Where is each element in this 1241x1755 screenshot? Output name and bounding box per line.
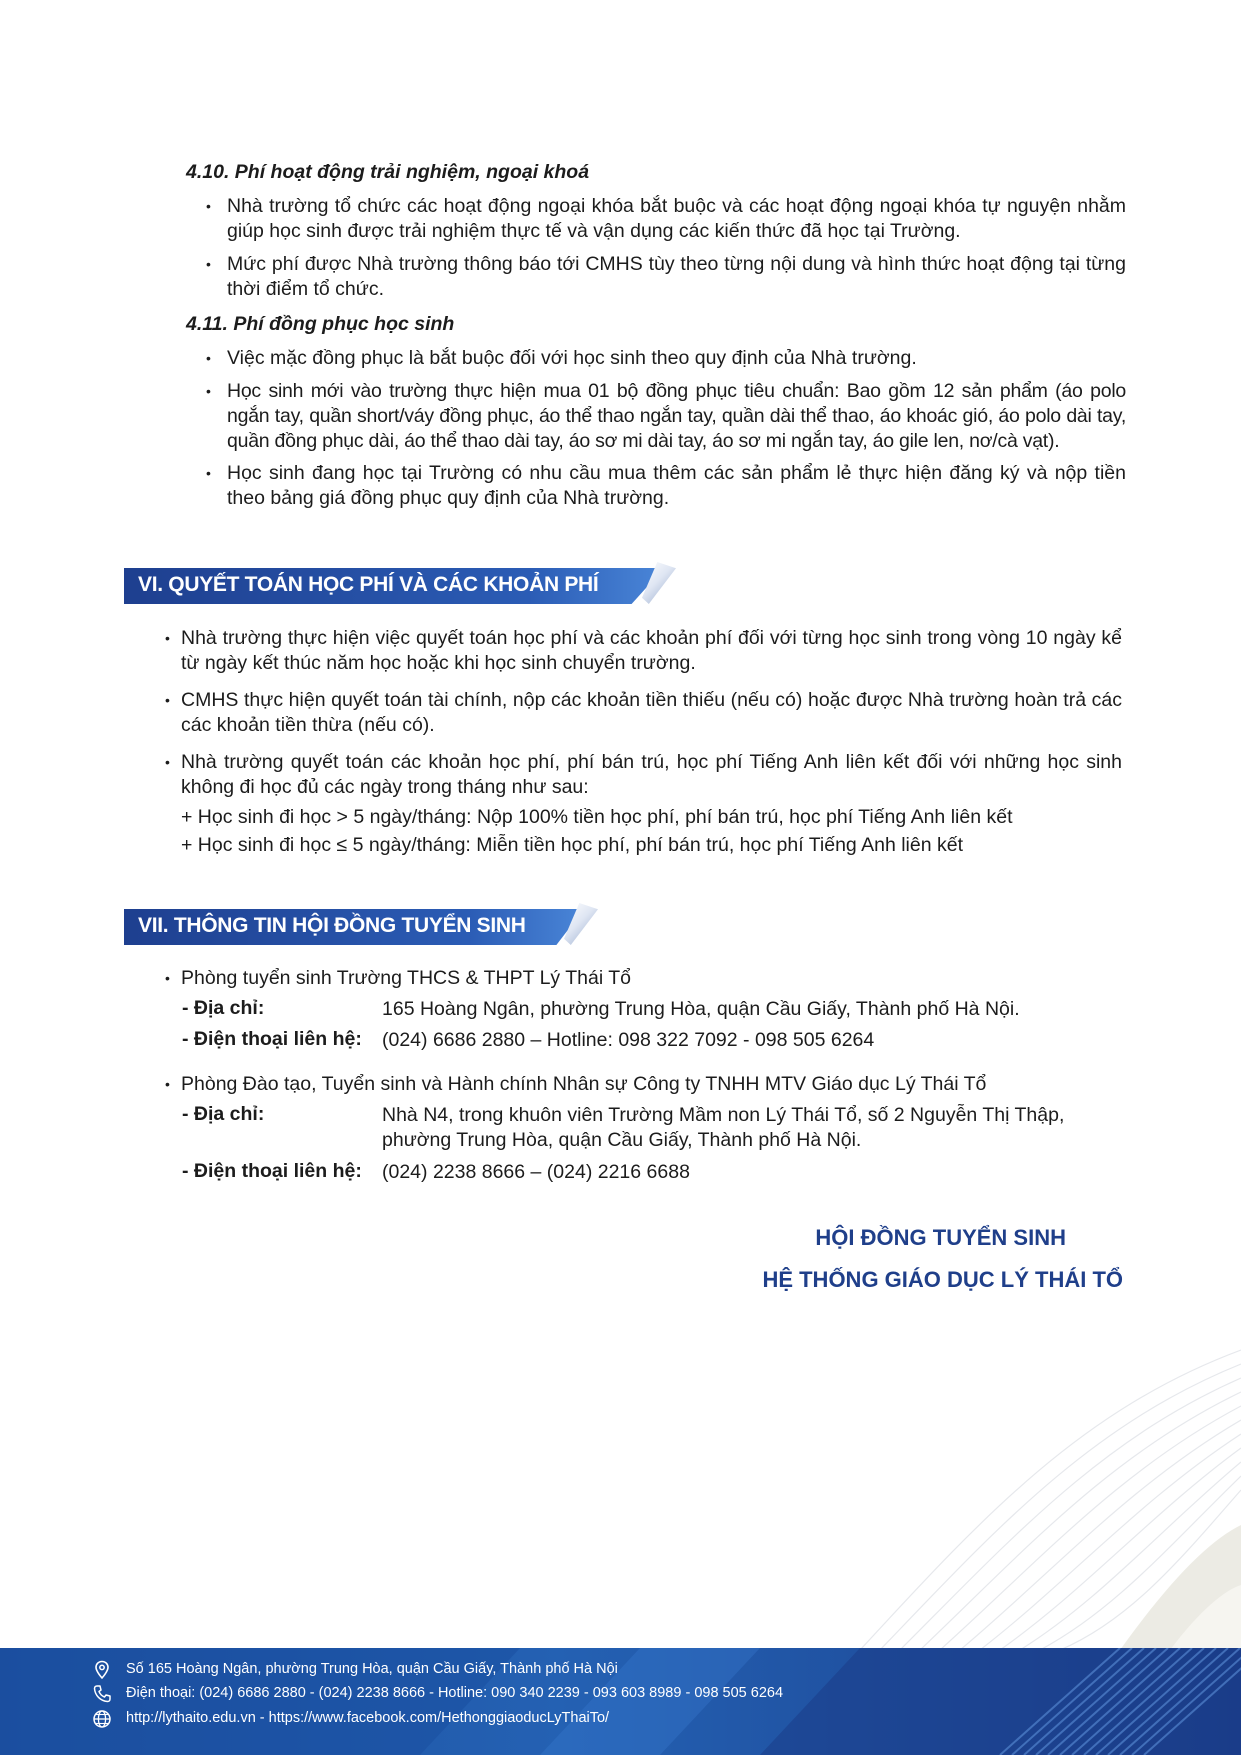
location-pin-icon [92, 1660, 112, 1680]
phone-label: - Điện thoại liên hệ: [182, 1028, 362, 1050]
footer-bar [0, 1648, 1241, 1755]
phone-value: (024) 2238 8666 – (024) 2216 6688 [382, 1161, 690, 1183]
bullet-icon: • [165, 630, 170, 646]
list-item: • Nhà trường thực hiện việc quyết toán học phí và các khoản phí đối với từng học sinh trong vòng 10 ngày kể từ ngày kết thúc năm học hoặc khi học sinh chuyển trường. [165, 627, 1122, 674]
list-item: • Mức phí được Nhà trường thông báo tới CMHS tùy theo từng nội dung và hình thức hoạt động tại từng thời điểm tổ chức. [206, 253, 1126, 300]
bullet-icon: • [206, 256, 211, 272]
list-item: • Nhà trường quyết toán các khoản học phí, phí bán trú, học phí Tiếng Anh liên kết đối với những học sinh không đi học đủ các ngày trong tháng như sau: [165, 751, 1122, 798]
section-heading-vii [124, 909, 604, 945]
condition-line: + Học sinh đi học > 5 ngày/tháng: Nộp 100% tiền học phí, phí bán trú, học phí Tiếng Anh liên kết [181, 806, 1013, 828]
list-item: • Phòng tuyển sinh Trường THCS & THPT Lý Thái Tổ [165, 967, 632, 989]
bullet-icon: • [206, 350, 211, 366]
phone-label: - Điện thoại liên hệ: [182, 1160, 362, 1182]
decorative-wave-pattern [0, 1330, 1241, 1650]
subsection-title-4-11: 4.11. Phí đồng phục học sinh [186, 313, 455, 335]
signature-line-2: HỆ THỐNG GIÁO DỤC LÝ THÁI TỔ [762, 1267, 1123, 1292]
list-item: • Học sinh đang học tại Trường có nhu cầu mua thêm các sản phẩm lẻ thực hiện đăng ký và nộp tiền theo bảng giá đồng phục quy định của Nhà trường. [206, 462, 1126, 509]
list-item: • Nhà trường tổ chức các hoạt động ngoại khóa bắt buộc và các hoạt động ngoại khóa tự nguyện nhằm giúp học sinh được trải nghiệm thực tế và vận dụng các kiến thức đã học tại Trường. [206, 195, 1126, 242]
address-label: - Địa chỉ: [182, 1103, 265, 1125]
bullet-icon: • [165, 970, 170, 986]
list-item: • Việc mặc đồng phục là bắt buộc đối với học sinh theo quy định của Nhà trường. [206, 347, 917, 369]
footer-address: Số 165 Hoàng Ngân, phường Trung Hòa, quận Cầu Giấy, Thành phố Hà Nội [126, 1661, 618, 1677]
phone-icon [92, 1684, 112, 1704]
signature-line-1: HỘI ĐỒNG TUYỂN SINH [815, 1225, 1066, 1250]
section-title: VII. THÔNG TIN HỘI ĐỒNG TUYỂN SINH [138, 914, 526, 937]
address-value: 165 Hoàng Ngân, phường Trung Hòa, quận Cầu Giấy, Thành phố Hà Nội. [382, 998, 1020, 1020]
section-heading-vi [124, 568, 684, 604]
phone-value: (024) 6686 2880 – Hotline: 098 322 7092 - 098 505 6264 [382, 1029, 875, 1051]
bullet-icon: • [206, 198, 211, 214]
bullet-icon: • [165, 754, 170, 770]
list-item: • Học sinh mới vào trường thực hiện mua 01 bộ đồng phục tiêu chuẩn: Bao gồm 12 sản phẩm (áo polo ngắn tay, quần short/váy đồng phục, áo thể thao ngắn tay, quần dài thể thao, áo khoác gió, áo polo dài tay, quần đồng phục dài, áo thể thao dài tay, áo sơ mi dài tay, áo sơ mi ngắn tay, áo gile len, nơ/cà vạt). [206, 380, 1126, 452]
bullet-icon: • [165, 1076, 170, 1092]
section-title: VI. QUYẾT TOÁN HỌC PHÍ VÀ CÁC KHOẢN PHÍ [138, 573, 599, 596]
condition-line: + Học sinh đi học ≤ 5 ngày/tháng: Miễn tiền học phí, phí bán trú, học phí Tiếng Anh liên kết [181, 834, 963, 856]
address-label: - Địa chỉ: [182, 997, 265, 1019]
footer-phone: Điện thoại: (024) 6686 2880 - (024) 2238 8666 - Hotline: 090 340 2239 - 093 603 8989 - 098 505 6264 [126, 1685, 784, 1701]
globe-icon [92, 1709, 112, 1729]
list-item: • CMHS thực hiện quyết toán tài chính, nộp các khoản tiền thiếu (nếu có) hoặc được Nhà trường hoàn trả các các khoản tiền thừa (nếu có). [165, 689, 1122, 736]
subsection-title-4-10: 4.10. Phí hoạt động trải nghiệm, ngoại khoá [186, 161, 590, 183]
address-value: Nhà N4, trong khuôn viên Trường Mầm non Lý Thái Tổ, số 2 Nguyễn Thị Thập, phường Trung Hòa, quận Cầu Giấy, Thành phố Hà Nội. [382, 1104, 1065, 1151]
bullet-icon: • [206, 465, 211, 481]
footer-web-links[interactable]: http://lythaito.edu.vn - https://www.facebook.com/HethonggiaoducLyThaiTo/ [126, 1710, 610, 1726]
bullet-icon: • [206, 383, 211, 399]
list-item: • Phòng Đào tạo, Tuyển sinh và Hành chính Nhân sự Công ty TNHH MTV Giáo dục Lý Thái Tổ [165, 1073, 987, 1095]
bullet-icon: • [165, 692, 170, 708]
